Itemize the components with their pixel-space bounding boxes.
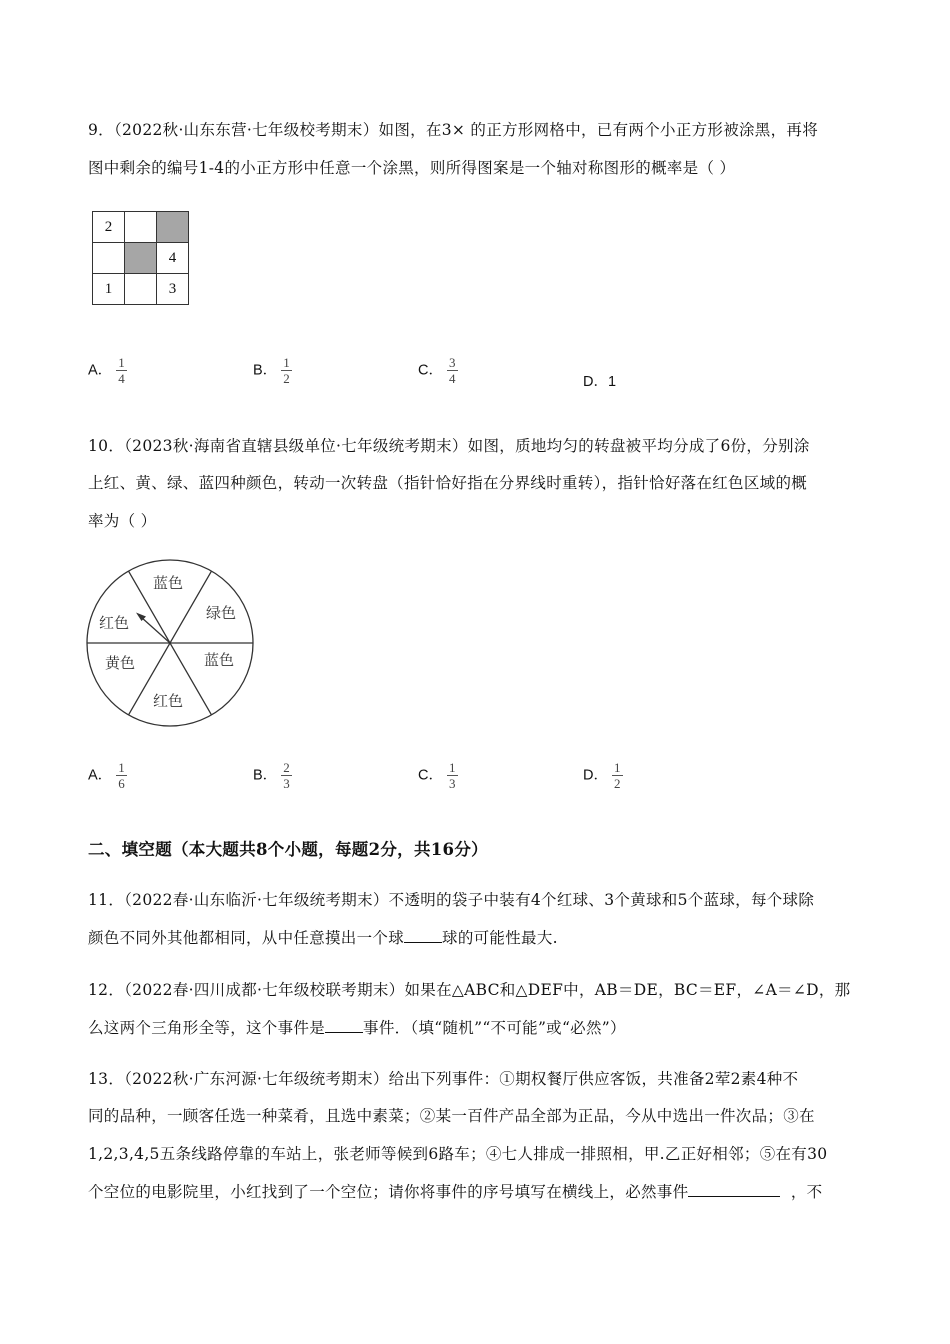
q11-line1: 11．（2022春·山东临沂·七年级统考期末）不透明的袋子中装有4个红球、3个黄球和5个蓝球，每个球除	[88, 891, 815, 909]
q9-option-d[interactable]: D．1	[583, 374, 617, 390]
q9-option-b[interactable]: B． $\frac{1}{2}$	[253, 355, 290, 386]
fraction: $\frac{1}{2}$	[283, 355, 290, 386]
grid-cell	[125, 274, 157, 305]
grid-cell: 1	[93, 274, 125, 305]
fraction: $\frac{1}{4}$	[118, 355, 125, 386]
q13-line1: 13．（2022秋·广东河源·七年级统考期末）给出下列事件：①期权餐厅供应客饭，共准备2荤2素4种不	[88, 1070, 799, 1088]
q9-line2: 图中剩余的编号1-4的小正方形中任意一个涂黑，则所得图案是一个轴对称图形的概率是（ ）	[88, 159, 736, 177]
grid-cell: 4	[157, 243, 189, 274]
fraction: $\frac{3}{4}$	[449, 355, 456, 386]
q12-line1: 12．（2022春·四川成都·七年级校联考期末）如果在△ABC和△DEF中，AB＝DE，BC＝EF，∠A＝∠D，那	[88, 981, 851, 999]
q10-line3: 率为（ ）	[88, 512, 157, 530]
q12-line2: 么这两个三角形全等，这个事件是 事件．（填“随机”“不可能”或“必然”）	[88, 1019, 626, 1037]
sector-label: 蓝色	[152, 574, 184, 592]
sector-label: 红色	[98, 614, 130, 632]
q9-option-a[interactable]: A． $\frac{1}{4}$	[88, 355, 125, 386]
grid-cell-shaded	[157, 212, 189, 243]
grid-cell: 2	[93, 212, 125, 243]
sector-label: 黄色	[104, 654, 136, 672]
grid-cell: 3	[157, 274, 189, 305]
q9-grid	[92, 211, 189, 305]
answer-blank[interactable]	[325, 1018, 363, 1033]
sector-label: 红色	[152, 692, 184, 710]
q9-line1: 9．（2022秋·山东东营·七年级校考期末）如图，在3× 的正方形网格中，已有两个小正方形被涂黑，再将	[88, 121, 818, 139]
q10-option-b[interactable]: B． $\frac{2}{3}$	[253, 760, 290, 791]
q10-line1: 10．（2023秋·海南省直辖县级单位·七年级统考期末）如图，质地均匀的转盘被平均分成了6份，分别涂	[88, 437, 810, 455]
grid-cell	[125, 212, 157, 243]
sector-label: 绿色	[205, 604, 237, 622]
q10-line2: 上红、黄、绿、蓝四种颜色，转动一次转盘（指针恰好指在分界线时重转），指针恰好落在红色区域的概	[88, 474, 808, 492]
fraction: $\frac{1}{2}$	[614, 760, 621, 791]
q10-option-d[interactable]: D． $\frac{1}{2}$	[583, 760, 621, 791]
fraction: $\frac{2}{3}$	[283, 760, 290, 791]
q11-line2: 颜色不同外其他都相同，从中任意摸出一个球 球的可能性最大.	[88, 929, 558, 947]
q10-option-a[interactable]: A． $\frac{1}{6}$	[88, 760, 125, 791]
q9-option-c[interactable]: C． $\frac{3}{4}$	[418, 355, 456, 386]
grid-cell	[93, 243, 125, 274]
q13-line3: 1,2,3,4,5五条线路停靠的车站上，张老师等候到6路车；④七人排成一排照相，甲.乙正好相邻；⑤在有30	[88, 1145, 828, 1163]
q10-option-c[interactable]: C． $\frac{1}{3}$	[418, 760, 456, 791]
spinner-diagram	[84, 557, 256, 729]
q13-line4: 个空位的电影院里，小红找到了一个空位；请你将事件的序号填写在横线上，必然事件 ，不	[88, 1183, 823, 1201]
answer-blank[interactable]	[688, 1182, 780, 1197]
fraction: $\frac{1}{6}$	[118, 760, 125, 791]
q13-line2: 同的品种，一顾客任选一种菜肴，且选中素菜；②某一百件产品全部为正品，今从中选出一件次品；③在	[88, 1107, 815, 1125]
fraction: $\frac{1}{3}$	[449, 760, 456, 791]
answer-blank[interactable]	[404, 928, 442, 943]
section-heading: 二、填空题（本大题共8个小题，每题2分，共16分）	[88, 840, 488, 859]
grid-cell-shaded	[125, 243, 157, 274]
sector-label: 蓝色	[203, 651, 235, 669]
